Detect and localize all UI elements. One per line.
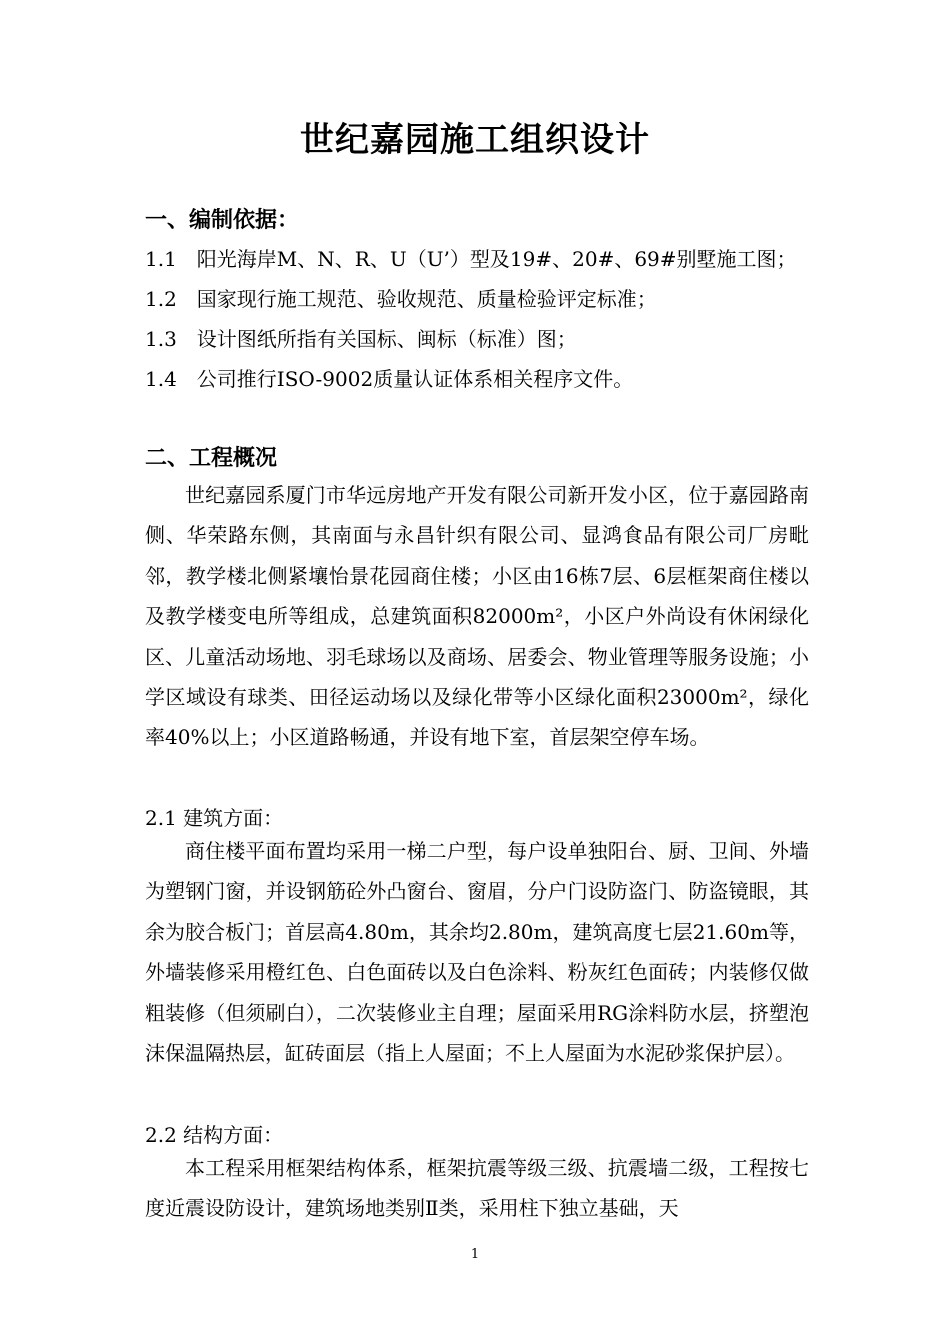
section-heading-basis: 一、编制依据：: [145, 208, 300, 233]
section-heading-overview: 二、工程概况: [145, 446, 278, 471]
basis-item-3: 1.3 设计图纸所指有关国标、闽标（标准）图；: [145, 327, 577, 351]
page-number: 1: [470, 1247, 480, 1262]
document-title: 世纪嘉园施工组织设计: [300, 120, 650, 160]
subsection-heading-architecture: 2.1 建筑方面：: [145, 806, 284, 830]
subsection-heading-structure: 2.2 结构方面：: [145, 1123, 284, 1147]
basis-item-1: 1.1 阳光海岸M、N、R、U（U’）型及19#、20#、69#别墅施工图；: [145, 247, 797, 271]
architecture-paragraph: 商住楼平面布置均采用一梯二户型，每户设单独阳台、厨、卫间、外墙为塑钢门窗，并设钢筋砼外凸窗台、窗眉，分户门设防盗门、防盗镜眼，其余为胶合板门；首层高4.80m，其余均2.80m，建筑高度七层21.60m等，外墙装修采用橙红色、白色面砖以及白色涂料、粉灰红色面砖；内装修仅做粗装修（但须刷白），二次装修业主自理；屋面采用RG涂料防水层，挤塑泡沫保温隔热层，缸砖面层（指上人屋面；不上人屋面为水泥砂浆保护层）。: [145, 839, 809, 1066]
basis-item-4: 1.4 公司推行ISO-9002质量认证体系相关程序文件。: [145, 367, 634, 391]
overview-paragraph: 世纪嘉园系厦门市华远房地产开发有限公司新开发小区，位于嘉园路南侧、华荣路东侧，其南面与永昌针织有限公司、显鸿食品有限公司厂房毗邻，教学楼北侧紧壤怡景花园商住楼；小区由16栋7层、6层框架商住楼以及教学楼变电所等组成，总建筑面积82000m²，小区户外尚设有休闲绿化区、儿童活动场地、羽毛球场以及商场、居委会、物业管理等服务设施；小学区域设有球类、田径运动场以及绿化带等小区绿化面积23000m²，绿化率40%以上；小区道路畅通，并设有地下室，首层架空停车场。: [145, 483, 809, 750]
basis-item-2: 1.2 国家现行施工规范、验收规范、质量检验评定标准；: [145, 287, 657, 311]
structure-paragraph: 本工程采用框架结构体系，框架抗震等级三级、抗震墙二级，工程按七度近震设防设计，建筑场地类别Ⅱ类，采用柱下独立基础，天: [145, 1156, 809, 1221]
